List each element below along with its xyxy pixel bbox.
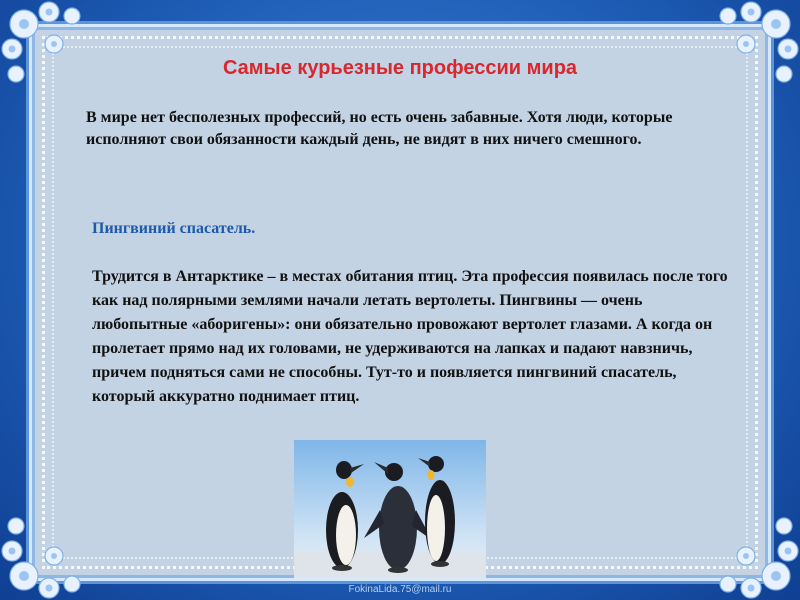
snowflake-flower-icon <box>0 0 104 104</box>
body-paragraph: Трудится в Антарктике – в местах обитания птиц. Эта профессия появилась после того как над полярными землями начали летать вертолеты. Пингвины — очень любопытные «аборигены»: они обязательно провожают вертолет глазами. А когда он пролетает прямо над их головами, не удерживаются на лапках и падают навзничь, причем подняться сами не способны. Тут-то и появляется пингвиний спасатель, который аккуратно поднимает птиц. <box>92 268 728 405</box>
section-heading: Пингвиний спасатель. <box>92 220 256 237</box>
slide-title: Самые курьезные профессии мира <box>222 57 578 79</box>
watermark: FokinaLida.75@mail.ru <box>348 584 452 595</box>
intro-paragraph: В мире нет бесполезных профессий, но есть очень забавные. Хотя люди, которые исполняют свои обязанности каждый день, не видят в них ничего смешного. <box>86 109 673 148</box>
snowflake-flower-icon <box>696 0 800 104</box>
penguins-photo <box>294 440 486 578</box>
